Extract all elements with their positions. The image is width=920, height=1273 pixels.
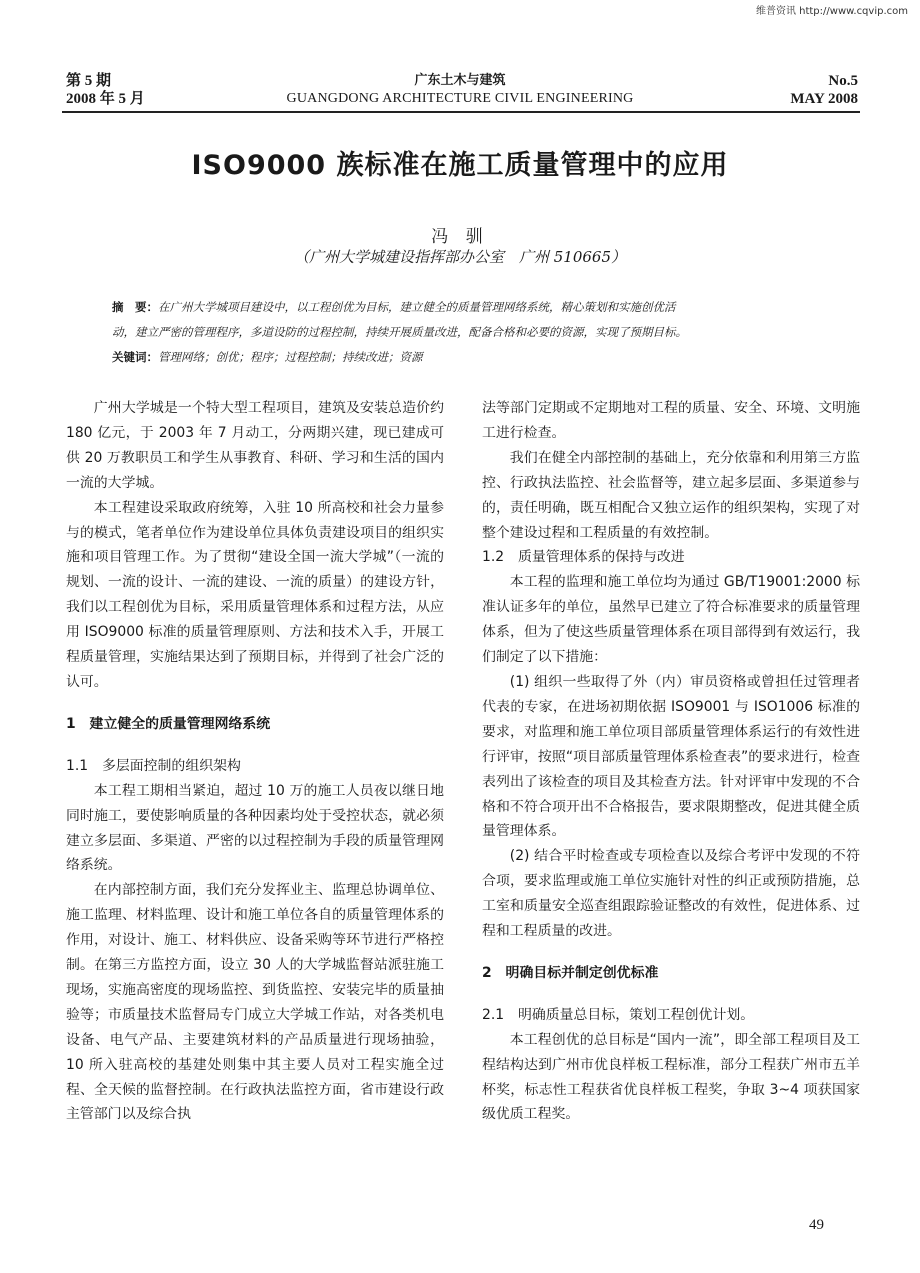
- journal-name-cn: 广东土木与建筑: [414, 73, 506, 88]
- paragraph: 我们在健全内部控制的基础上，充分依靠和利用第三方监控、行政执法监控、社会监督等，建立起多层面、多渠道参与的，责任明确，既互相配合又独立运作的组织架构，实现了对整个建设过程和工程质量的有效控制。: [482, 449, 860, 541]
- issue-number-cn: 第 5 期: [66, 73, 112, 89]
- paragraph: 广州大学城是一个特大型工程项目，建筑及安装总造价约 180 亿元，于 2003 年 7 月动工，分两期兴建，现已建成可供 20 万教职员工和学生从事教育、科研、学习和生活的国内一流的大学城。: [66, 400, 444, 491]
- subsection-heading-2-1: 2.1 明确质量总目标，策划工程创优计划。: [482, 1006, 755, 1023]
- body-column-right: [482, 396, 860, 1127]
- section-heading-2: 2 明确目标并制定创优标准: [482, 964, 659, 981]
- paragraph: 法等部门定期或不定期地对工程的质量、安全、环境、文明施工进行检查。: [482, 400, 860, 441]
- issue-date-cn: 2008 年 5 月: [66, 91, 145, 107]
- keywords-label: 关键词：: [112, 350, 158, 364]
- abstract-line-2: 动，建立严密的管理程序，多道设防的过程控制，持续开展质量改进，配备合格和必要的资源，实现了预期目标。: [112, 325, 687, 339]
- paragraph: 本工程的监理和施工单位均为通过 GB/T19001:2000 标准认证多年的单位，虽然早已建立了符合标准要求的质量管理体系，但为了使这些质量管理体系在项目部得到有效运行，我们制定了以下措施：: [482, 574, 860, 666]
- abstract-label: 摘 要：: [112, 300, 158, 314]
- article-affiliation: （广州大学城建设指挥部办公室 广州 510665）: [293, 248, 627, 266]
- paragraph: (2) 结合平时检查或专项检查以及综合考评中发现的不符合项，要求监理或施工单位实施针对性的纠正或预防措施，总工室和质量安全巡查组跟踪验证整改的有效性，促进体系、过程和工程质量的改进。: [482, 848, 860, 940]
- section-heading-1: 1 建立健全的质量管理网络系统: [66, 715, 271, 732]
- subsection-heading-1-2: 1.2 质量管理体系的保持与改进: [482, 549, 685, 566]
- issue-date-en: MAY 2008: [790, 91, 858, 107]
- header-rule: [62, 111, 860, 113]
- paragraph: 在内部控制方面，我们充分发挥业主、监理总协调单位、施工监理、材料监理、设计和施工单位各自的质量管理体系的作用，对设计、施工、材料供应、设备采购等环节进行严格控制。在第三方监控方面，设立 30 人的大学城监督站派驻施工现场，实施高密度的现场监控、到货监控、安装完毕的质量抽验等；市质量技术监督局专门成立大学城工作站，对各类机电设备、电气产品、主要建筑材料的产品质量进行现场抽验，10 所入驻高校的基建处则集中其主要人员对工程实施全过程、全天候的监督控制。在行政执法监控方面，省市建设行政主管部门以及综合执: [66, 882, 444, 1123]
- watermark-text: 维普资讯 http://www.cqvip.com: [755, 6, 908, 17]
- subsection-heading-1-1: 1.1 多层面控制的组织架构: [66, 757, 241, 774]
- header-journal: [0, 72, 920, 108]
- paragraph: 本工程建设采取政府统筹，入驻 10 所高校和社会力量参与的模式，笔者单位作为建设单位具体负责建设项目的组织实施和项目管理工作。为了贯彻“建设全国一流大学城”（一流的规划、一流的设计、一流的建设、一流的质量）的建设方针，我们以工程创优为目标，采用质量管理体系和过程方法，从应用 ISO9000 标准的质量管理原则、方法和技术入手，开展工程质量管理，实施结果达到了预期目标，并得到了社会广泛的认可。: [66, 499, 444, 690]
- keywords-line: [112, 345, 817, 370]
- abstract-block: [112, 295, 817, 370]
- issue-number-en: No.5: [828, 73, 858, 89]
- paragraph: (1) 组织一些取得了外（内）审员资格或曾担任过管理者代表的专家，在进场初期依据 ISO9001 与 ISO1006 标准的要求，对监理和施工单位项目部质量管理体系运行的有效性进行评审，按照“项目部质量管理体系检查表”的要求进行，检查表列出了该检查的项目及其检查方法。针对评审中发现的不合格和不符合项开出不合格报告，要求限期整改，促进其健全质量管理体系。: [482, 673, 860, 840]
- header-issue-en: [790, 72, 858, 108]
- page-number: 49: [809, 1217, 824, 1233]
- journal-name-en: GUANGDONG ARCHITECTURE CIVIL ENGINEERING: [286, 91, 634, 106]
- paragraph: 本工程工期相当紧迫，超过 10 万的施工人员夜以继日地同时施工，要使影响质量的各种因素均处于受控状态，就必须建立多层面、多渠道、严密的以过程控制为手段的质量管理网络系统。: [66, 782, 444, 874]
- abstract-line-1: [112, 295, 817, 320]
- paragraph: 本工程创优的总目标是“国内一流”，即全部工程项目及工程结构达到广州市优良样板工程标准，部分工程获广州市五羊杯奖，标志性工程获省优良样板工程奖，争取 3~4 项获国家级优质工程奖。: [482, 1031, 860, 1123]
- body-column-left: [66, 396, 444, 1127]
- article-author: 冯 驯: [431, 227, 489, 247]
- keywords-text: 管理网络；创优；程序；过程控制；持续改进；资源: [158, 350, 423, 364]
- abstract-text-1: 在广州大学城项目建设中，以工程创优为目标，建立健全的质量管理网络系统，精心策划和实施创优活: [158, 300, 676, 314]
- article-title: ISO9000 族标准在施工质量管理中的应用: [191, 150, 729, 181]
